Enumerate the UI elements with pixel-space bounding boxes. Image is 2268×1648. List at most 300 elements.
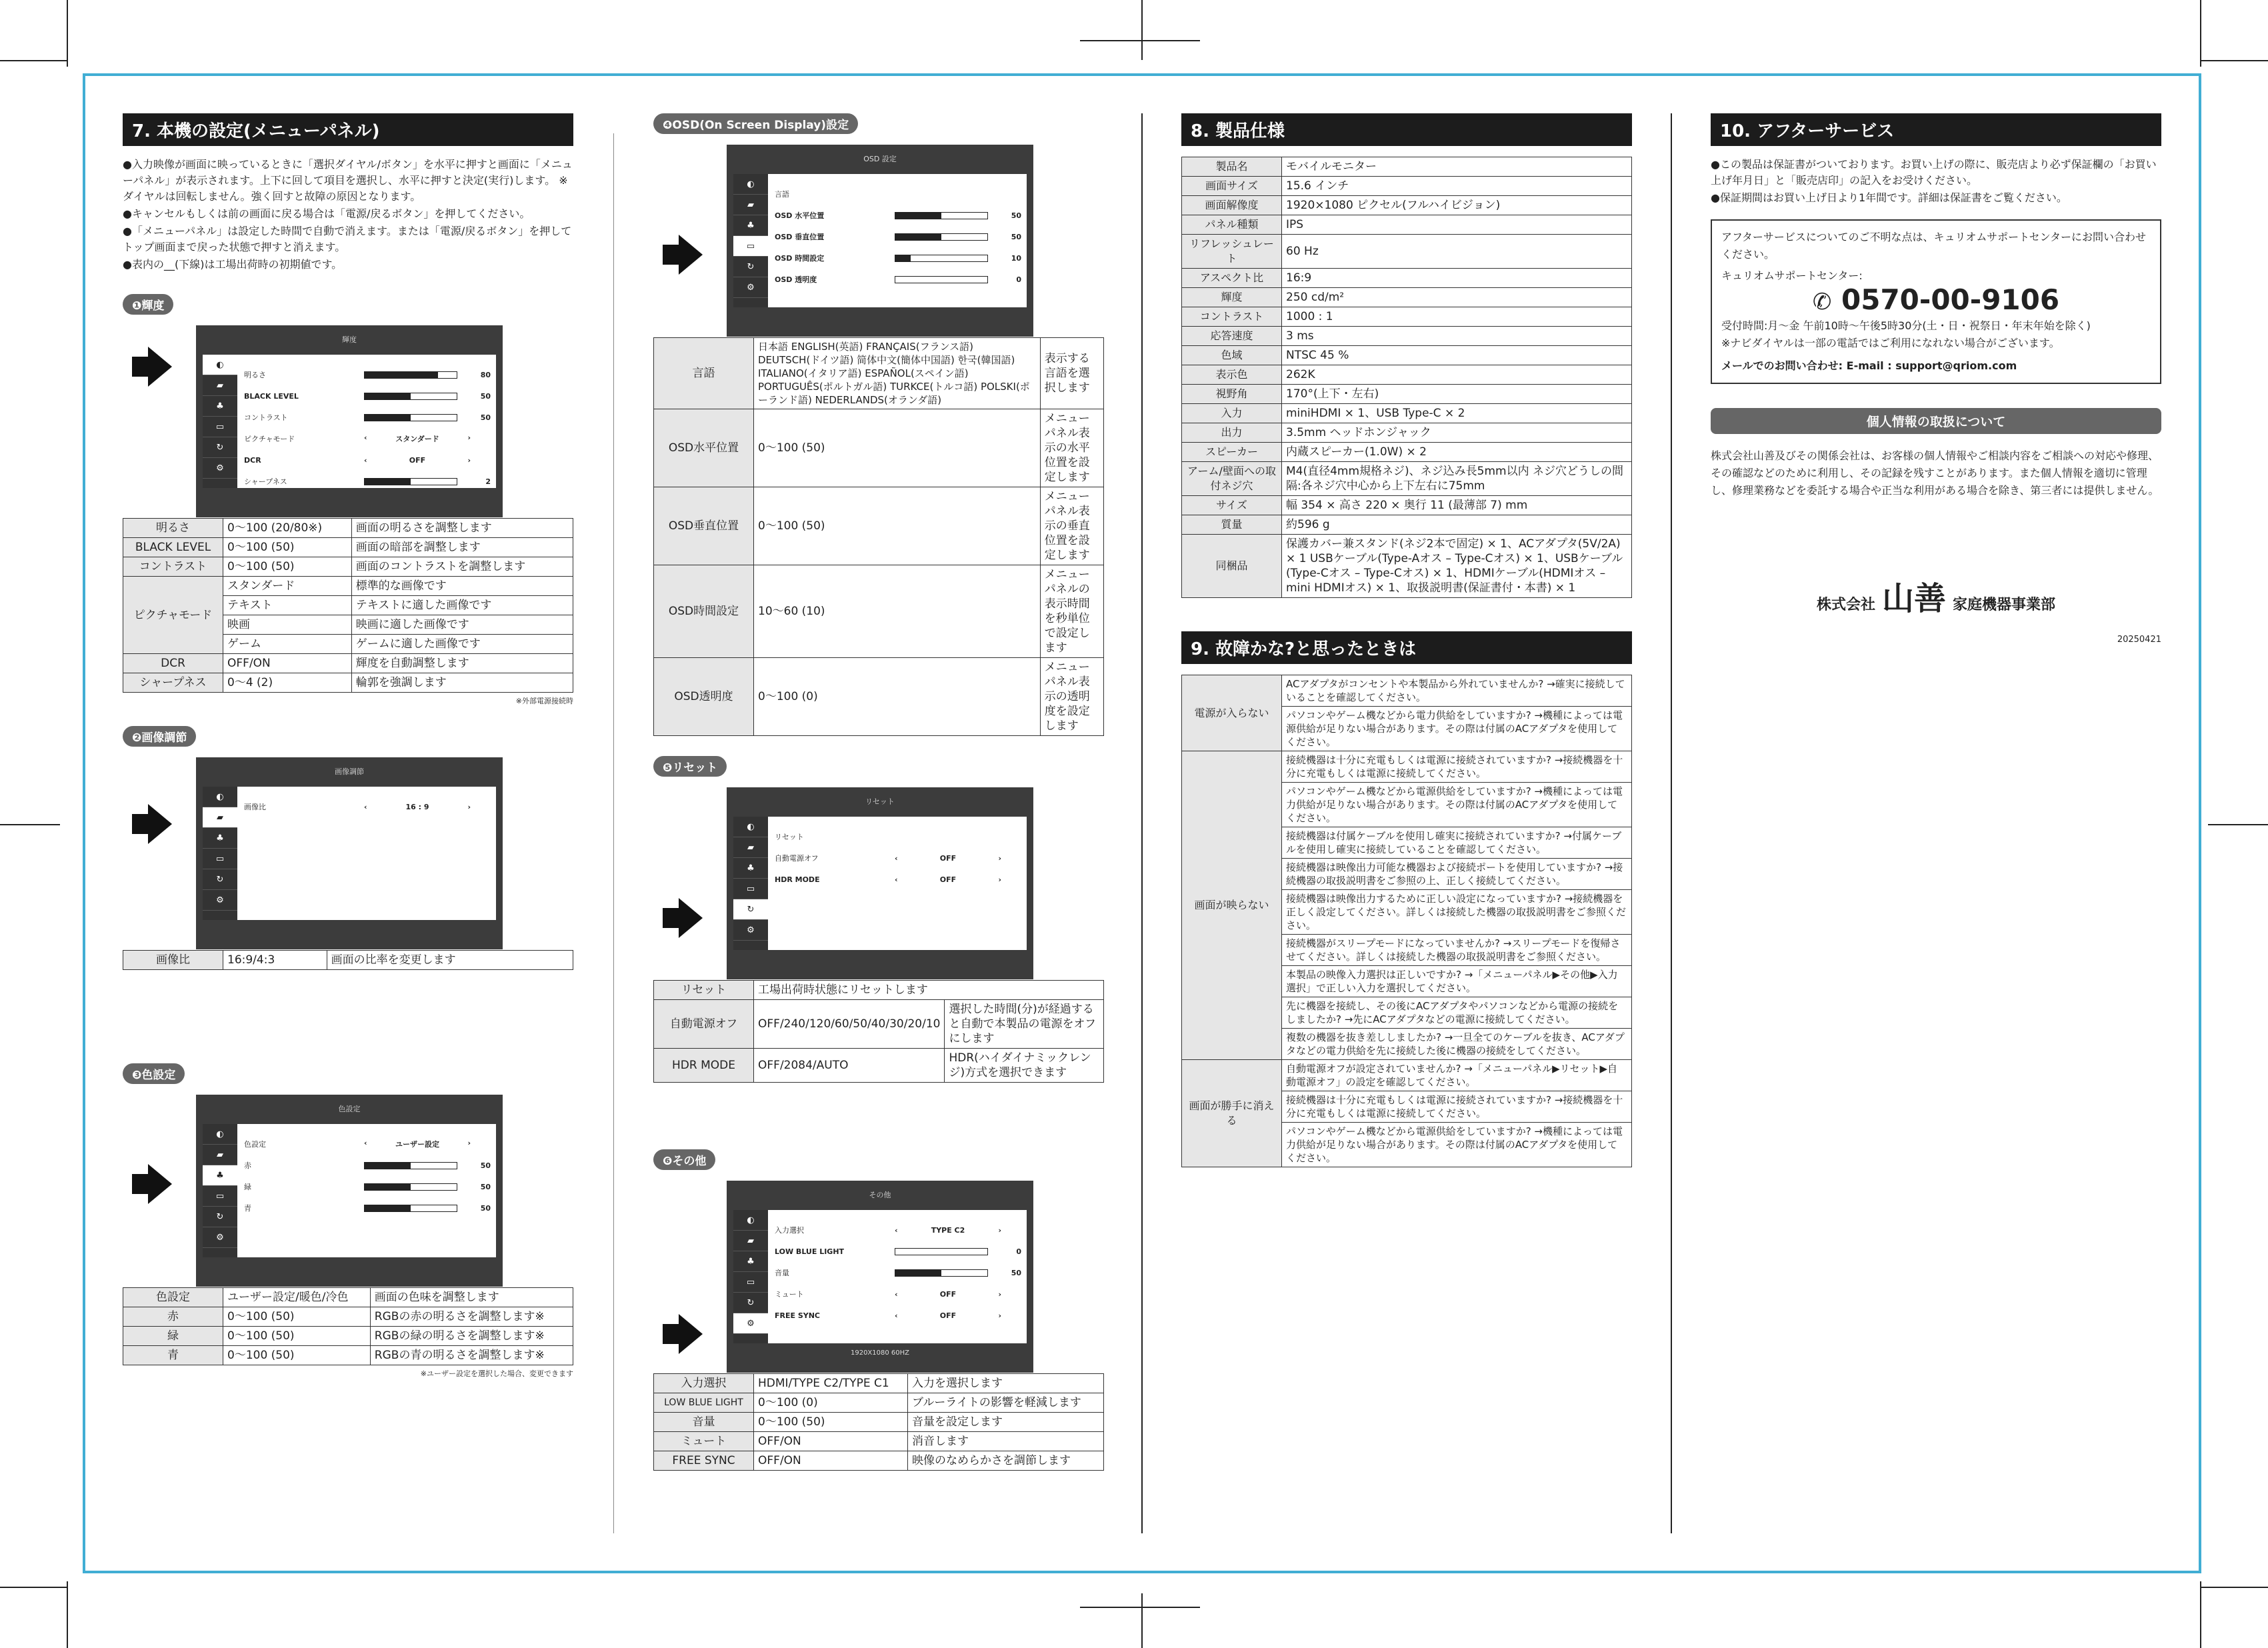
crop-mark	[2201, 60, 2268, 61]
color-icon: ♣	[733, 858, 768, 879]
osd-row	[244, 428, 491, 449]
osd-label: HDR MODE	[775, 875, 820, 884]
osd-row	[775, 1305, 1021, 1326]
table-cell: OFF/ON	[754, 1451, 908, 1471]
color-icon: ♣	[733, 1251, 768, 1272]
column-specs	[1181, 113, 1632, 1167]
table-cell: 0〜100 (50)	[223, 1327, 371, 1346]
trouble-item: 接続機器がスリープモードになっていませんか? →スリープモードを復帰させてください。詳しくは接続した機器の取扱説明書をご参照ください。	[1282, 935, 1632, 966]
spec-key: 色域	[1182, 346, 1282, 365]
table-key: リセット	[654, 981, 754, 1000]
table-cell: 工場出荷時状態にリセットします	[754, 981, 1104, 1000]
osd-bar	[895, 1248, 988, 1255]
table-key: 緑	[123, 1327, 223, 1346]
osd-value: TYPE C2	[931, 1225, 965, 1235]
privacy-text: 株式会社山善及びその関係会社は、お客様の個人情報やご相談内容をご相談への対応や修理、その確認などのために利用し、その記録を残すことがあります。また個人情報を適切に管理し、修理業務などを委託する場合や正当な利用がある場合を除き、第三者には提供しません。	[1711, 449, 2159, 497]
osd-icon: ▭	[203, 1186, 237, 1207]
navi-dial-icon: ✆	[1812, 289, 1832, 315]
subsection-pill: ❸色設定	[123, 1063, 185, 1084]
reset-icon: ↻	[733, 899, 768, 920]
osd-label: LOW BLUE LIGHT	[775, 1247, 845, 1256]
table-cell: 標準的な画像です	[351, 577, 573, 596]
osd-table	[653, 337, 1104, 736]
osd-value: OFF	[939, 1311, 957, 1320]
spec-key: コントラスト	[1182, 307, 1282, 327]
osd-bar	[364, 393, 457, 400]
osd-value: 50	[480, 391, 491, 401]
spec-row	[1182, 177, 1632, 196]
pointer-arrow-icon	[679, 235, 703, 275]
spec-value: 約596 g	[1282, 515, 1632, 535]
spec-row	[1182, 157, 1632, 177]
table-key: 画像比	[123, 951, 223, 970]
subsection-pill: ❶輝度	[123, 294, 173, 315]
phone-text: 0570-00-9106	[1841, 283, 2060, 316]
spec-key: サイズ	[1182, 496, 1282, 515]
brightness-icon: ◐	[733, 174, 768, 195]
spec-row	[1182, 269, 1632, 288]
osd-title: 画像調節	[335, 767, 364, 776]
trouble-key: 画面が映らない	[1182, 751, 1282, 1060]
osd-rows	[237, 355, 496, 488]
table-cell: 0〜100 (20/80※)	[223, 519, 352, 538]
brightness-icon: ◐	[203, 355, 237, 375]
osd-bar	[364, 1205, 457, 1212]
spec-value: IPS	[1282, 215, 1632, 235]
osd-icon-column	[733, 1210, 768, 1343]
osd-value: OFF	[939, 1289, 957, 1299]
table-key: DCR	[123, 654, 223, 673]
column-settings-2	[653, 113, 1104, 1471]
spec-row	[1182, 462, 1632, 496]
osd-bar	[364, 1162, 457, 1169]
osd-bar	[895, 255, 988, 262]
osd-value: 50	[480, 1161, 491, 1170]
osd-label: 青	[244, 1204, 251, 1213]
osd-row	[775, 269, 1021, 290]
osd-screenshot	[123, 325, 573, 502]
trouble-item: ACアダプタがコンセントや本製品から外れていませんか? →確実に接続していることを確認してください。	[1282, 675, 1632, 707]
privacy-heading: 個人情報の取扱について	[1711, 408, 2161, 434]
service-bullets	[1711, 157, 2161, 206]
osd-screenshot	[653, 787, 1104, 964]
osd-row	[244, 1155, 491, 1176]
other-icon: ⚙	[733, 1313, 768, 1334]
osd-value: 50	[480, 1203, 491, 1213]
osd-row	[244, 407, 491, 428]
osd-value: 0	[1016, 1247, 1021, 1256]
osd-screenshot	[123, 757, 573, 934]
spec-key: 同梱品	[1182, 535, 1282, 598]
osd-screenshot	[653, 1181, 1104, 1357]
pointer-arrow-icon	[148, 347, 172, 387]
osd-option: ‹ OFF ›	[895, 1289, 1001, 1299]
table-cell: 0〜100 (50)	[754, 487, 1041, 565]
osd-panel	[727, 787, 1033, 979]
spec-row	[1182, 404, 1632, 423]
table-cell: 音量を設定します	[908, 1413, 1104, 1432]
table-cell: HDR(ハイダイナミックレンジ)方式を選択できます	[945, 1049, 1104, 1083]
spec-value: M4(直径4mm規格ネジ)、ネジ込み長5mm以内 ネジ穴どうしの間隔:各ネジ穴中心から上下左右に75mm	[1282, 462, 1632, 496]
osd-bar	[895, 1269, 988, 1277]
spec-row	[1182, 196, 1632, 215]
table-key: シャープネス	[123, 673, 223, 693]
table-cell: 映画	[223, 615, 352, 635]
table-cell: OFF/ON	[223, 654, 352, 673]
bullet: ●キャンセルもしくは前の画面に戻る場合は「電源/戻るボタン」を押してください。	[123, 207, 531, 220]
company-division: 家庭機器事業部	[1953, 597, 2056, 613]
bullet: ●保証期間はお買い上げ日より1年間です。詳細は保証書をご覧ください。	[1711, 191, 2067, 204]
osd-label: DCR	[244, 455, 261, 465]
osd-label: 明るさ	[244, 371, 266, 379]
intro-bullets	[123, 157, 573, 273]
osd-row	[775, 1262, 1021, 1283]
osd-label: OSD 垂直位置	[775, 233, 825, 241]
reset-icon: ↻	[203, 869, 237, 890]
column-divider	[613, 133, 614, 1533]
osd-icon-column	[733, 817, 768, 950]
reset-icon: ↻	[203, 437, 237, 458]
bullet: ●この製品は保証書がついております。お買い上げの際に、販売店より必ず保証欄の「お買い上げ年月日」と「販売店印」の記入をお受けください。	[1711, 158, 2157, 187]
spec-value: 262K	[1282, 365, 1632, 385]
osd-value: 2	[485, 477, 491, 486]
table-cell: OFF/240/120/60/50/40/30/20/10	[754, 1000, 945, 1049]
image-icon: ▰	[203, 1145, 237, 1165]
column-settings-1	[123, 113, 573, 1379]
trouble-row	[1182, 1060, 1632, 1091]
reset-table	[653, 980, 1104, 1083]
pointer-arrow-icon	[679, 1314, 703, 1354]
spec-key: アーム/壁面への取付ネジ穴	[1182, 462, 1282, 496]
table-cell: ブルーライトの影響を軽減します	[908, 1393, 1104, 1413]
table-key: LOW BLUE LIGHT	[654, 1393, 754, 1413]
spec-row	[1182, 385, 1632, 404]
osd-row	[775, 226, 1021, 247]
spec-row	[1182, 288, 1632, 307]
table-cell: 0〜100 (0)	[754, 1393, 908, 1413]
trouble-row	[1182, 751, 1632, 783]
other-icon: ⚙	[733, 920, 768, 941]
table-cell: 0〜100 (0)	[754, 658, 1041, 736]
bullet: ●入力映像が画面に映っているときに「選択ダイヤル/ボタン」を水平に押すと画面に「メニューパネル」が表示されます。上下に回して項目を選択し、水平に押すと決定(実行)します。 ※ダイヤルは回転しません。強く回すと故障の原因となります。	[123, 158, 573, 203]
osd-row	[244, 796, 491, 817]
table-cell: 0〜100 (50)	[223, 1307, 371, 1327]
table-cell: HDMI/TYPE C2/TYPE C1	[754, 1374, 908, 1393]
osd-title: OSD 設定	[863, 155, 897, 163]
bullet: ●「メニューパネル」は設定した時間で自動で消えます。または「電源/戻るボタン」を押してトップ画面まで戻った状態で押すと消えます。	[123, 225, 572, 253]
crop-mark	[2200, 0, 2201, 67]
trouble-key: 画面が勝手に消える	[1182, 1060, 1282, 1167]
osd-value: 50	[480, 413, 491, 422]
image-icon: ▰	[733, 1231, 768, 1251]
osd-label: OSD 水平位置	[775, 211, 825, 220]
osd-value: 50	[480, 1182, 491, 1191]
spec-row	[1182, 496, 1632, 515]
osd-rows	[237, 1124, 496, 1257]
osd-value: 16 : 9	[405, 802, 429, 811]
crop-mark	[0, 1587, 67, 1588]
table-cell: 16:9/4:3	[223, 951, 327, 970]
company-prefix: 株式会社	[1816, 597, 1875, 613]
spec-key: 輝度	[1182, 288, 1282, 307]
osd-value: 0	[1016, 275, 1021, 284]
osd-label: 色設定	[244, 1140, 266, 1149]
spec-value: 170°(上下・左右)	[1282, 385, 1632, 404]
spec-value: 保護カバー兼スタンド(ネジ2本で固定) × 1、ACアダプタ(5V/2A) × 1 USBケーブル(Type-Aオス – Type-Cオス) × 1、USBケーブル(Type-Cオス – Type-Cオス) × 1、HDMIケーブル(HDMIオス – mini HDMIオス) × 1、取扱説明書(保証書付・本書) × 1	[1282, 535, 1632, 598]
spec-key: 表示色	[1182, 365, 1282, 385]
osd-icon-column	[203, 1124, 237, 1257]
osd-value: 50	[1011, 1268, 1021, 1277]
osd-row	[244, 1176, 491, 1197]
crop-mark	[1080, 40, 1200, 41]
trouble-row	[1182, 675, 1632, 707]
osd-icon-column	[203, 787, 237, 920]
image-icon: ▰	[203, 807, 237, 828]
brightness-icon: ◐	[203, 1124, 237, 1145]
table-cell: 映画に適した画像です	[351, 615, 573, 635]
crop-mark	[1141, 1593, 1143, 1648]
trouble-item: 自動電源オフが設定されていませんか? →「メニューパネル▶リセット▶自動電源オフ」の設定を確認してください。	[1282, 1060, 1632, 1091]
reset-icon: ↻	[733, 1293, 768, 1313]
osd-option: ‹ OFF ›	[364, 455, 471, 465]
table-cell: テキスト	[223, 596, 352, 615]
crop-mark	[2208, 824, 2268, 825]
print-date: 20250421	[2117, 635, 2161, 645]
osd-icon: ▭	[203, 417, 237, 437]
spec-value: 60 Hz	[1282, 235, 1632, 269]
osd-label: 画像比	[244, 803, 266, 811]
osd-row	[244, 1197, 491, 1219]
osd-panel	[196, 1095, 503, 1287]
color-icon: ♣	[733, 215, 768, 236]
subsection-pill: ❹OSD(On Screen Display)設定	[653, 113, 858, 134]
other-table	[653, 1373, 1104, 1471]
table-cell: 画面のコントラストを調整します	[351, 557, 573, 577]
spec-row	[1182, 535, 1632, 598]
spec-key: 入力	[1182, 404, 1282, 423]
color-icon: ♣	[203, 828, 237, 849]
osd-bar	[364, 1183, 457, 1191]
table-cell: 0〜100 (50)	[754, 1413, 908, 1432]
subsection-pill: ❺リセット	[653, 756, 727, 777]
footnote: ※外部電源接続時	[515, 697, 573, 705]
crop-mark	[67, 1581, 68, 1648]
table-cell: メニューパネル表示の水平位置を設定します	[1040, 409, 1103, 487]
osd-label: 緑	[244, 1183, 251, 1191]
osd-icon: ▭	[733, 879, 768, 899]
osd-label: ピクチャモード	[244, 435, 295, 443]
spec-value: 1920×1080 ピクセル(フルハイビジョン)	[1282, 196, 1632, 215]
osd-label: コントラスト	[244, 413, 288, 422]
osd-title: 輝度	[342, 335, 357, 344]
osd-row	[244, 449, 491, 471]
table-cell: 表示する言語を選択します	[1040, 338, 1103, 409]
table-key: OSD透明度	[654, 658, 754, 736]
osd-row	[244, 364, 491, 385]
table-cell: メニューパネル表示の透明度を設定します	[1040, 658, 1103, 736]
spec-value: 1000 : 1	[1282, 307, 1632, 327]
spec-row	[1182, 307, 1632, 327]
spec-value: モバイルモニター	[1282, 157, 1632, 177]
osd-label: リセット	[775, 833, 804, 841]
table-key: 明るさ	[123, 519, 223, 538]
spec-value: 幅 354 × 高さ 220 × 奥行 11 (最薄部 7) mm	[1282, 496, 1632, 515]
other-icon: ⚙	[203, 1227, 237, 1248]
spec-key: 視野角	[1182, 385, 1282, 404]
pointer-arrow-icon	[679, 898, 703, 938]
support-intro: アフターサービスについてのご不明な点は、キュリオムサポートセンターにお問い合わせください。	[1721, 231, 2146, 261]
osd-option: ‹ OFF ›	[895, 1311, 1001, 1320]
trouble-item: パソコンやゲーム機などから電源供給をしていますか? →機種によっては電力供給が足りない場合があります。その際は付属のACアダプタを使用してください。	[1282, 1123, 1632, 1167]
osd-option: ‹ TYPE C2 ›	[895, 1225, 1001, 1235]
table-key: OSD時間設定	[654, 565, 754, 658]
osd-label: BLACK LEVEL	[244, 391, 299, 401]
spec-value: 15.6 インチ	[1282, 177, 1632, 196]
table-cell: 入力を選択します	[908, 1374, 1104, 1393]
table-cell: 0〜100 (50)	[223, 557, 352, 577]
osd-label: FREE SYNC	[775, 1311, 821, 1320]
spec-value: miniHDMI × 1、USB Type-C × 2	[1282, 404, 1632, 423]
osd-value: 80	[480, 370, 491, 379]
spec-key: 質量	[1182, 515, 1282, 535]
table-cell: 輝度を自動調整します	[351, 654, 573, 673]
osd-icon: ▭	[203, 849, 237, 869]
table-cell: RGBの青の明るさを調整します※	[370, 1346, 573, 1365]
support-email: メールでのお問い合わせ: E-mail : support@qriom.com	[1721, 359, 2017, 372]
osd-option: ‹ スタンダード ›	[364, 433, 471, 443]
spec-key: 画面サイズ	[1182, 177, 1282, 196]
osd-row	[775, 1219, 1021, 1241]
table-cell: 画面の明るさを調整します	[351, 519, 573, 538]
table-key: FREE SYNC	[654, 1451, 754, 1471]
bullet: ●表内の__(下線)は工場出荷時の初期値です。	[123, 258, 343, 271]
crop-mark	[67, 0, 68, 67]
spec-key: 製品名	[1182, 157, 1282, 177]
table-cell: RGBの緑の明るさを調整します※	[370, 1327, 573, 1346]
reset-icon: ↻	[733, 257, 768, 277]
trouble-item: 先に機器を接続し、その後にACアダプタやパソコンなどから電源の接続をしましたか? →先にACアダプタなどの電源に接続してください。	[1282, 997, 1632, 1029]
osd-value: OFF	[939, 853, 957, 863]
brightness-table	[123, 518, 573, 693]
table-key: 入力選択	[654, 1374, 754, 1393]
spec-key: スピーカー	[1182, 443, 1282, 462]
osd-value: ユーザー設定	[395, 1140, 439, 1149]
table-key: HDR MODE	[654, 1049, 754, 1083]
column-divider	[1671, 113, 1672, 1533]
spec-value: 250 cd/m²	[1282, 288, 1632, 307]
osd-bar	[364, 371, 457, 379]
other-icon: ⚙	[203, 458, 237, 479]
column-after-service	[1711, 113, 2161, 645]
trouble-item: 接続機器は映像出力するために正しい設定になっていますか? →接続機器を正しく設定してください。詳しくは接続した機器の取扱説明書をご参照ください。	[1282, 890, 1632, 935]
osd-panel	[727, 1181, 1033, 1373]
table-key: ミュート	[654, 1432, 754, 1451]
spec-row	[1182, 365, 1632, 385]
trouble-item: 接続機器は付属ケーブルを使用し確実に接続されていますか? →付属ケーブルを使用し確実に接続していることを確認してください。	[1282, 827, 1632, 859]
table-cell: ゲームに適した画像です	[351, 635, 573, 654]
column-divider	[1141, 113, 1143, 1533]
table-cell: 0〜100 (50)	[754, 409, 1041, 487]
spec-row	[1182, 346, 1632, 365]
section-title: 8. 製品仕様	[1181, 113, 1632, 146]
osd-option: ‹ 16 : 9 ›	[364, 802, 471, 811]
crop-mark	[2201, 1587, 2268, 1588]
footnote: ※ユーザー設定を選択した場合、変更できます	[420, 1369, 573, 1378]
osd-rows	[768, 174, 1027, 307]
table-key: 音量	[654, 1413, 754, 1432]
osd-bar	[364, 414, 457, 421]
osd-footer: 1920X1080 60HZ	[850, 1349, 910, 1357]
spec-table	[1181, 157, 1632, 598]
support-box	[1711, 219, 2161, 384]
osd-option: ‹ ユーザー設定 ›	[364, 1139, 471, 1149]
trouble-item: 接続機器は十分に充電もしくは電源に接続されていますか? →接続機器を十分に充電もしくは電源に接続してください。	[1282, 751, 1632, 783]
osd-bar	[895, 233, 988, 241]
spec-row	[1182, 443, 1632, 462]
support-hours: 受付時間:月〜金 午前10時〜午後5時30分(土・日・祝祭日・年末年始を除く)	[1721, 319, 2091, 332]
spec-key: リフレッシュレート	[1182, 235, 1282, 269]
spec-value: NTSC 45 %	[1282, 346, 1632, 365]
trouble-item: パソコンやゲーム機などから電源供給をしていますか? →機種によっては電力供給が足りない場合があります。その際は付属のACアダプタを使用してください。	[1282, 783, 1632, 827]
phone-number	[1721, 283, 2151, 316]
pointer-arrow-icon	[148, 1164, 172, 1204]
osd-row	[775, 1241, 1021, 1262]
spec-key: 出力	[1182, 423, 1282, 443]
trouble-item: 複数の機器を抜き差ししましたか? →一旦全てのケーブルを抜き、ACアダプタなどの電力供給を先に接続した後に機器の接続をしてください。	[1282, 1029, 1632, 1060]
spec-key: 画面解像度	[1182, 196, 1282, 215]
language-list: 日本語 ENGLISH(英語) FRANÇAIS(フランス語) DEUTSCH(ドイツ語) 简体中文(簡体中国語) 한국(韓国語) ITALIANO(イタリア語) ESPAÑOL(スペイン語) PORTUGUÊS(ポルトガル語) TURKCE(トルコ語) POLSKI(ポーランド語) NEDERLANDS(オランダ語)	[754, 338, 1041, 409]
other-icon: ⚙	[733, 277, 768, 298]
spec-row	[1182, 515, 1632, 535]
table-key: コントラスト	[123, 557, 223, 577]
spec-value: 3.5mm ヘッドホンジャック	[1282, 423, 1632, 443]
brightness-icon: ◐	[203, 787, 237, 807]
spec-key: パネル種類	[1182, 215, 1282, 235]
osd-option: ‹ OFF ›	[895, 875, 1001, 884]
crop-mark	[0, 60, 67, 61]
section-title: 7. 本機の設定(メニューパネル)	[123, 113, 573, 146]
table-cell: 画面の色味を調整します	[370, 1288, 573, 1307]
table-cell: OFF/2084/AUTO	[754, 1049, 945, 1083]
table-cell: 消音します	[908, 1432, 1104, 1451]
osd-label: 赤	[244, 1161, 251, 1170]
trouble-item: 本製品の映像入力選択は正しいですか? →「メニューパネル▶その他▶入力選択」で正しい入力を選択してください。	[1282, 966, 1632, 997]
table-cell: 10〜60 (10)	[754, 565, 1041, 658]
osd-icon: ▭	[733, 236, 768, 257]
section-title: 9. 故障かな?と思ったときは	[1181, 631, 1632, 664]
osd-row	[775, 1283, 1021, 1305]
osd-label: 音量	[775, 1269, 789, 1277]
osd-title: リセット	[865, 797, 895, 806]
osd-screenshot	[123, 1095, 573, 1271]
table-cell: OFF/ON	[754, 1432, 908, 1451]
table-cell: 0〜100 (50)	[223, 538, 352, 557]
osd-bar	[364, 478, 457, 485]
osd-panel	[727, 145, 1033, 337]
osd-rows	[768, 1210, 1027, 1343]
osd-row	[244, 471, 491, 492]
table-cell: 選択した時間(分)が経過すると自動で本製品の電源をオフにします	[945, 1000, 1104, 1049]
brightness-icon: ◐	[733, 1210, 768, 1231]
image-icon: ▰	[733, 195, 768, 215]
spec-row	[1182, 327, 1632, 346]
table-cell: 画面の暗部を調整します	[351, 538, 573, 557]
osd-value: スタンダード	[395, 435, 439, 443]
color-table	[123, 1287, 573, 1365]
osd-label: 自動電源オフ	[775, 854, 819, 863]
troubleshooting-table	[1181, 675, 1632, 1167]
crop-mark	[1141, 0, 1143, 60]
